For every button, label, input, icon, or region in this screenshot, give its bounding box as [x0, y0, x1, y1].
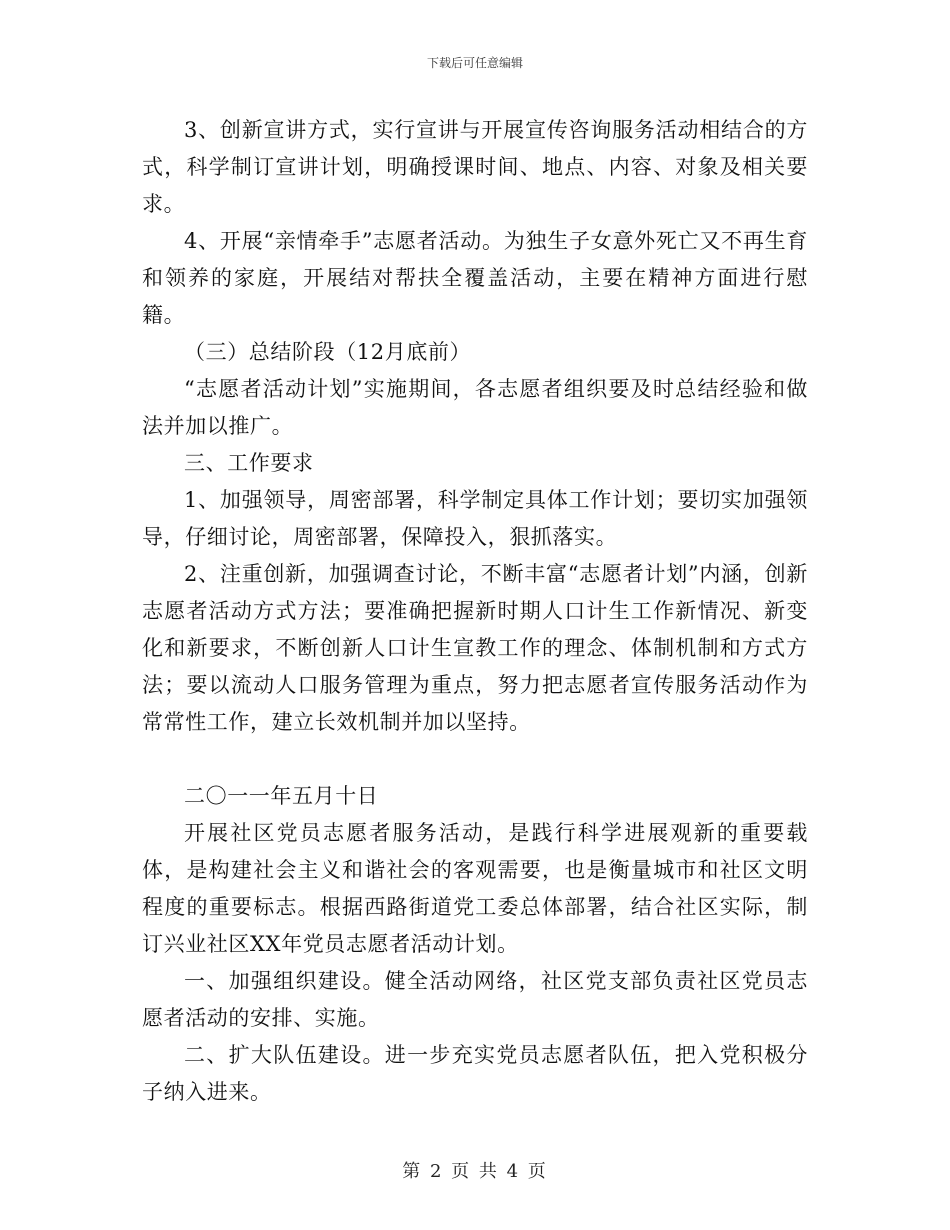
page-header: 下载后可任意编辑: [426, 56, 523, 70]
paragraph-summary: “志愿者活动计划”实施期间，各志愿者组织要及时总结经验和做法并加以推广。: [142, 377, 808, 438]
document-date: 二〇一一年五月十日: [184, 784, 379, 808]
paragraph-item-3: 3、创新宣讲方式，实行宣讲与开展宣传咨询服务活动相结合的方式，科学制订宣讲计划，明确授课时间、地点、内容、对象及相关要求。: [142, 118, 808, 216]
paragraph-requirement-1: 1、加强领导，周密部署，科学制定具体工作计划；要切实加强领导，仔细讨论，周密部署，保障投入，狠抓落实。: [142, 488, 808, 549]
section-heading-summary-stage: （三）总结阶段（12月底前）: [184, 340, 472, 364]
document-body: [142, 112, 808, 1111]
paragraph-organization: 一、加强组织建设。健全活动网络，社区党支部负责社区党员志愿者活动的安排、实施。: [142, 969, 808, 1030]
paragraph-requirement-2: 2、注重创新，加强调查讨论，不断丰富“志愿者计划”内涵，创新志愿者活动方式方法；要准确把握新时期人口计生工作新情况、新变化和新要求，不断创新人口计生宣教工作的理念、体制机制和方式方法；要以流动人口服务管理为重点，努力把志愿者宣传服务活动作为常常性工作，建立长效机制并加以坚持。: [142, 562, 808, 734]
paragraph-team: 二、扩大队伍建设。进一步充实党员志愿者队伍，把入党积极分子纳入进来。: [142, 1043, 808, 1104]
page-number-footer: 第 2 页 共 4 页: [402, 1161, 548, 1182]
paragraph-intro: 开展社区党员志愿者服务活动，是践行科学进展观新的重要载体，是构建社会主义和谐社会的客观需要，也是衡量城市和社区文明程度的重要标志。根据西路街道党工委总体部署，结合社区实际，制订兴业社区XX年党员志愿者活动计划。: [142, 821, 808, 956]
section-heading-work-requirements: 三、工作要求: [184, 451, 314, 475]
paragraph-item-4: 4、开展“亲情牵手”志愿者活动。为独生子女意外死亡又不再生育和领养的家庭，开展结对帮扶全覆盖活动，主要在精神方面进行慰籍。: [142, 229, 808, 327]
